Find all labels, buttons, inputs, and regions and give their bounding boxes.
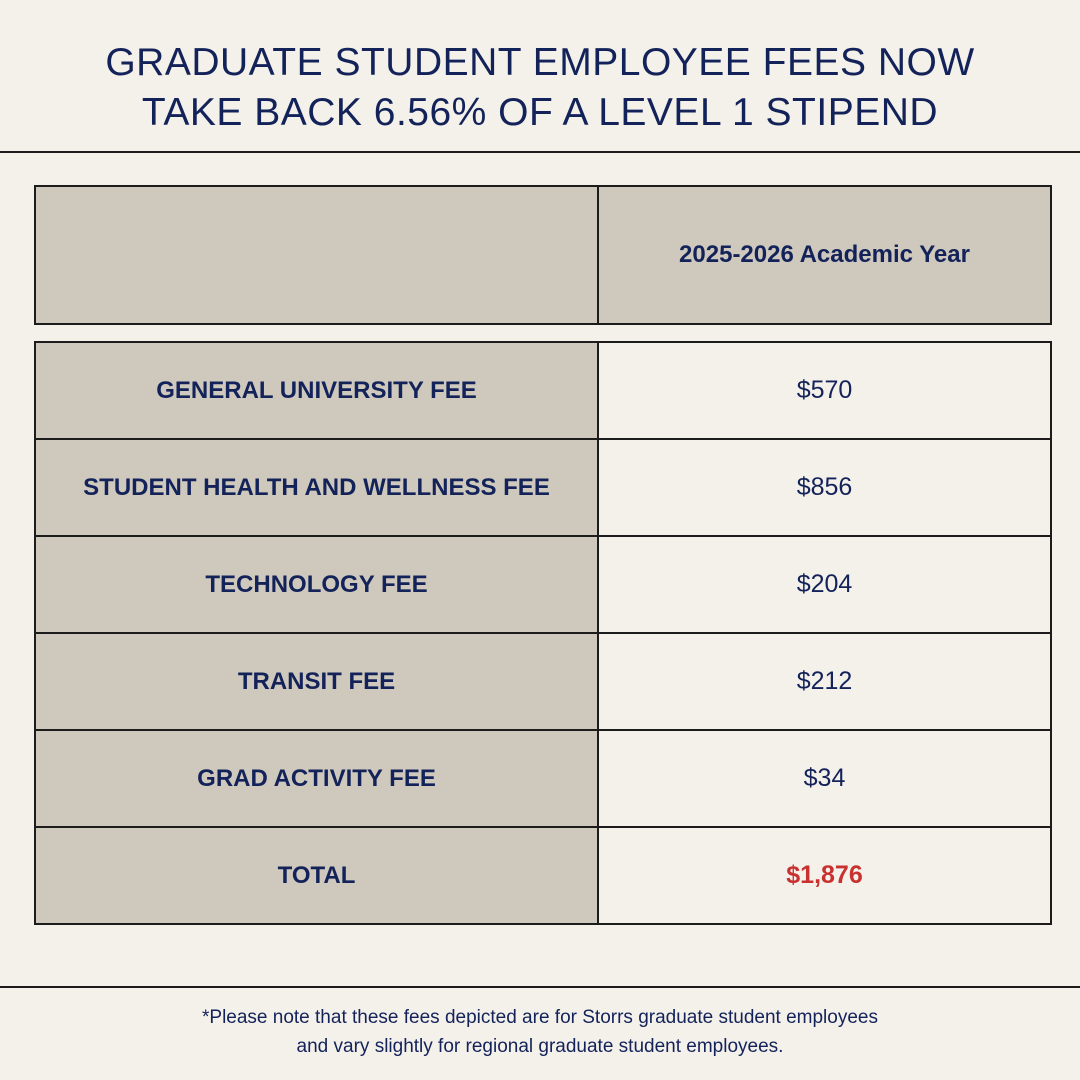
total-amount: $1,876 — [598, 827, 1051, 924]
fee-amount: $204 — [598, 536, 1051, 633]
fee-amount: $212 — [598, 633, 1051, 730]
table-row — [35, 342, 1051, 439]
fee-amount: $856 — [598, 439, 1051, 536]
top-divider — [0, 151, 1080, 153]
footnote — [0, 1003, 1080, 1061]
fee-amount: $34 — [598, 730, 1051, 827]
table-row — [35, 536, 1051, 633]
table-row — [35, 439, 1051, 536]
fee-table-header — [34, 185, 1052, 325]
page-title — [0, 38, 1080, 138]
title-line-1: GRADUATE STUDENT EMPLOYEE FEES NOW — [105, 41, 975, 84]
fee-label: TRANSIT FEE — [35, 633, 598, 730]
fee-label: STUDENT HEALTH AND WELLNESS FEE — [35, 439, 598, 536]
fee-label: GRAD ACTIVITY FEE — [35, 730, 598, 827]
bottom-divider — [0, 986, 1080, 988]
header-empty-cell — [35, 186, 598, 324]
fee-table — [34, 341, 1052, 925]
table-row — [35, 730, 1051, 827]
table-row — [35, 633, 1051, 730]
footnote-line-2: and vary slightly for regional graduate student employees. — [296, 1036, 784, 1057]
fee-amount: $570 — [598, 342, 1051, 439]
total-label: TOTAL — [35, 827, 598, 924]
fee-label: TECHNOLOGY FEE — [35, 536, 598, 633]
header-year-cell: 2025-2026 Academic Year — [598, 186, 1051, 324]
fee-label: GENERAL UNIVERSITY FEE — [35, 342, 598, 439]
header-row — [35, 186, 1051, 324]
total-row — [35, 827, 1051, 924]
title-line-2: TAKE BACK 6.56% OF A LEVEL 1 STIPEND — [141, 91, 939, 134]
footnote-line-1: *Please note that these fees depicted are for Storrs graduate student employees — [202, 1007, 878, 1028]
